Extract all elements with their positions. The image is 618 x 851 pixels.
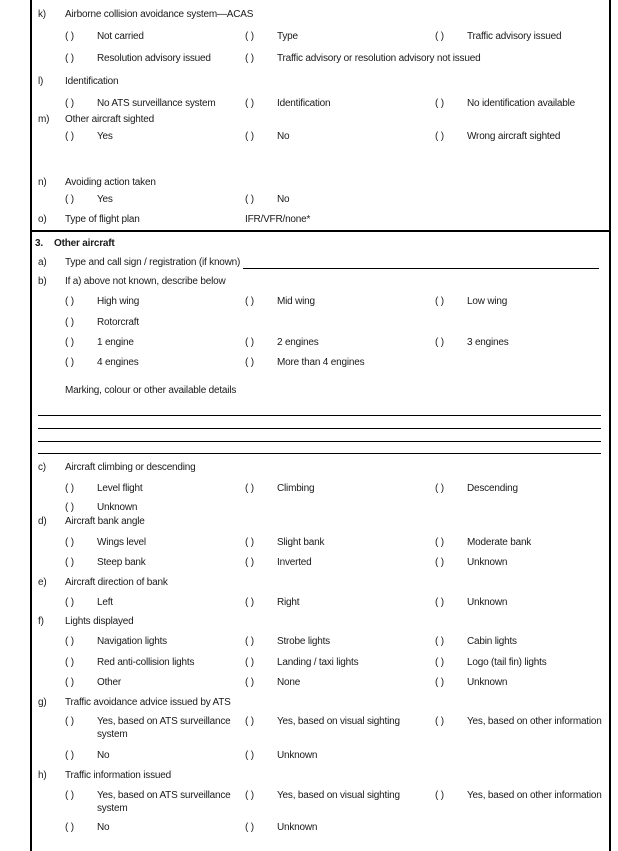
radio-marker[interactable]: ( )	[65, 483, 74, 494]
writing-line[interactable]	[38, 453, 601, 454]
opt-sighted-no[interactable]: ( ) No	[245, 131, 290, 142]
opt-cabin-lights[interactable]: ( ) Cabin lights	[435, 636, 517, 647]
form-row	[32, 536, 609, 549]
item-k-heading	[32, 8, 609, 21]
form-row	[32, 52, 609, 65]
item-letter: c)	[38, 462, 46, 473]
radio-marker[interactable]: ( )	[245, 194, 254, 205]
writing-line[interactable]	[38, 415, 601, 416]
form-row	[32, 356, 609, 369]
opt-slight-bank[interactable]: ( ) Slight bank	[245, 537, 325, 548]
opt-descending[interactable]: ( ) Descending	[435, 483, 518, 494]
opt-advice-ats-surveillance[interactable]: ( ) Yes, based on ATS surveillance system	[65, 716, 231, 740]
radio-marker[interactable]: ( )	[245, 790, 254, 801]
item-f-heading	[32, 615, 609, 628]
radio-marker[interactable]: ( )	[65, 657, 74, 668]
opt-avoiding-yes[interactable]: ( ) Yes	[65, 194, 113, 205]
item-m-heading	[32, 113, 609, 126]
item-title: Aircraft direction of bank	[65, 577, 168, 588]
radio-marker[interactable]: ( )	[245, 537, 254, 548]
form-row	[32, 30, 609, 43]
radio-marker[interactable]: ( )	[65, 716, 74, 727]
item-letter: b)	[38, 276, 47, 287]
radio-marker[interactable]: ( )	[245, 131, 254, 142]
form-row	[32, 749, 609, 762]
form-row	[32, 97, 609, 110]
opt-1-engine[interactable]: ( ) 1 engine	[65, 337, 134, 348]
opt-sighted-yes[interactable]: ( ) Yes	[65, 131, 113, 142]
radio-marker[interactable]: ( )	[65, 131, 74, 142]
radio-marker[interactable]: ( )	[245, 597, 254, 608]
item-h-heading	[32, 769, 609, 782]
radio-marker[interactable]: ( )	[245, 750, 254, 761]
opt-navigation-lights[interactable]: ( ) Navigation lights	[65, 636, 167, 647]
opt-steep-bank[interactable]: ( ) Steep bank	[65, 557, 146, 568]
item-title: Airborne collision avoidance system—ACAS	[65, 9, 254, 20]
radio-marker[interactable]: ( )	[435, 98, 444, 109]
item-title: Identification	[65, 76, 119, 87]
radio-marker[interactable]: ( )	[435, 677, 444, 688]
radio-marker[interactable]: ( )	[245, 483, 254, 494]
writing-line[interactable]	[38, 428, 601, 429]
opt-2-engines[interactable]: ( ) 2 engines	[245, 337, 319, 348]
item-title: Aircraft climbing or descending	[65, 462, 196, 473]
radio-marker[interactable]: ( )	[65, 98, 74, 109]
radio-marker[interactable]: ( )	[245, 357, 254, 368]
form-row	[32, 336, 609, 349]
item-letter: n)	[38, 177, 47, 188]
opt-climbing[interactable]: ( ) Climbing	[245, 483, 315, 494]
radio-marker[interactable]: ( )	[245, 716, 254, 727]
item-letter: o)	[38, 214, 47, 225]
item-a-row	[32, 256, 609, 269]
radio-marker[interactable]: ( )	[245, 53, 254, 64]
item-c-heading	[32, 461, 609, 474]
opt-advice-unknown[interactable]: ( ) Unknown	[245, 750, 318, 761]
radio-marker[interactable]: ( )	[435, 483, 444, 494]
opt-high-wing[interactable]: ( ) High wing	[65, 296, 140, 307]
section-number: 3.	[35, 238, 43, 249]
radio-marker[interactable]: ( )	[435, 716, 444, 727]
opt-no-ats-surveillance[interactable]: ( ) No ATS surveillance system	[65, 98, 216, 109]
form-row	[32, 821, 609, 834]
radio-marker[interactable]: ( )	[435, 131, 444, 142]
form-row	[32, 193, 609, 206]
form-row	[32, 789, 609, 815]
form-row	[32, 656, 609, 669]
opt-moderate-bank[interactable]: ( ) Moderate bank	[435, 537, 532, 548]
callsign-registration-field[interactable]	[243, 256, 599, 269]
section-3-header	[32, 237, 609, 250]
form-row	[32, 130, 609, 143]
radio-marker[interactable]: ( )	[65, 194, 74, 205]
opt-advice-visual-sighting[interactable]: ( ) Yes, based on visual sighting	[245, 716, 400, 727]
radio-marker[interactable]: ( )	[65, 677, 74, 688]
marking-details-label: Marking, colour or other available details	[65, 385, 237, 396]
item-l-heading	[32, 75, 609, 88]
form-row	[32, 676, 609, 689]
opt-info-unknown[interactable]: ( ) Unknown	[245, 822, 318, 833]
item-title: Traffic avoidance advice issued by ATS	[65, 697, 231, 708]
radio-marker[interactable]: ( )	[65, 597, 74, 608]
item-g-heading	[32, 696, 609, 709]
radio-marker[interactable]: ( )	[245, 296, 254, 307]
item-letter: l)	[38, 76, 44, 87]
item-title: Avoiding action taken	[65, 177, 156, 188]
opt-4-engines[interactable]: ( ) 4 engines	[65, 357, 139, 368]
radio-marker[interactable]: ( )	[245, 337, 254, 348]
opt-inverted[interactable]: ( ) Inverted	[245, 557, 312, 568]
opt-red-anticollision-lights[interactable]: ( ) Red anti-collision lights	[65, 657, 195, 668]
item-title: Traffic information issued	[65, 770, 171, 781]
radio-marker[interactable]: ( )	[435, 537, 444, 548]
opt-advice-other-information[interactable]: ( ) Yes, based on other information	[435, 716, 602, 727]
item-letter: a)	[38, 257, 47, 268]
item-n-heading	[32, 176, 609, 189]
opt-low-wing[interactable]: ( ) Low wing	[435, 296, 508, 307]
item-letter: g)	[38, 697, 47, 708]
item-title: Type and call sign / registration (if known)	[65, 257, 241, 268]
opt-mid-wing[interactable]: ( ) Mid wing	[245, 296, 315, 307]
form-row	[32, 501, 609, 514]
form-row	[32, 596, 609, 609]
item-b-heading	[32, 275, 609, 288]
item-letter: h)	[38, 770, 47, 781]
form-row	[32, 635, 609, 648]
opt-info-other-information[interactable]: ( ) Yes, based on other information	[435, 790, 602, 801]
opt-bank-right[interactable]: ( ) Right	[245, 597, 300, 608]
opt-logo-lights[interactable]: ( ) Logo (tail fin) lights	[435, 657, 547, 668]
item-d-heading	[32, 515, 609, 528]
form-sheet	[30, 0, 611, 851]
radio-marker[interactable]: ( )	[65, 502, 74, 513]
form-row	[32, 482, 609, 495]
form-row	[32, 556, 609, 569]
writing-line[interactable]	[38, 441, 601, 442]
radio-marker[interactable]: ( )	[245, 31, 254, 42]
radio-marker[interactable]: ( )	[65, 636, 74, 647]
opt-lights-unknown[interactable]: ( ) Unknown	[435, 677, 508, 688]
item-title: Other aircraft sighted	[65, 114, 154, 125]
radio-marker[interactable]: ( )	[435, 31, 444, 42]
item-o-row	[32, 213, 609, 226]
opt-advisory-not-issued[interactable]: ( ) Traffic advisory or resolution advisory not issued	[245, 53, 481, 64]
item-title: If a) above not known, describe below	[65, 276, 226, 287]
radio-marker[interactable]: ( )	[65, 296, 74, 307]
radio-marker[interactable]: ( )	[435, 636, 444, 647]
radio-marker[interactable]: ( )	[435, 296, 444, 307]
opt-wrong-aircraft-sighted[interactable]: ( ) Wrong aircraft sighted	[435, 131, 561, 142]
opt-direction-unknown[interactable]: ( ) Unknown	[435, 597, 508, 608]
radio-marker[interactable]: ( )	[245, 98, 254, 109]
opt-strobe-lights[interactable]: ( ) Strobe lights	[245, 636, 330, 647]
section-title: Other aircraft	[54, 238, 115, 249]
radio-marker[interactable]: ( )	[245, 636, 254, 647]
radio-marker[interactable]: ( )	[245, 657, 254, 668]
radio-marker[interactable]: ( )	[65, 750, 74, 761]
item-title: Type of flight plan	[65, 214, 140, 225]
opt-info-ats-surveillance[interactable]: ( ) Yes, based on ATS surveillance system	[65, 790, 231, 814]
opt-acas-type[interactable]: ( ) Type	[245, 31, 298, 42]
opt-lights-none[interactable]: ( ) None	[245, 677, 301, 688]
radio-marker[interactable]: ( )	[65, 31, 74, 42]
radio-marker[interactable]: ( )	[65, 557, 74, 568]
opt-climb-unknown[interactable]: ( ) Unknown	[65, 502, 138, 513]
radio-marker[interactable]: ( )	[65, 537, 74, 548]
radio-marker[interactable]: ( )	[65, 317, 74, 328]
opt-not-carried[interactable]: ( ) Not carried	[65, 31, 144, 42]
item-title: Lights displayed	[65, 616, 134, 627]
item-e-heading	[32, 576, 609, 589]
radio-marker[interactable]: ( )	[435, 657, 444, 668]
section-divider	[32, 230, 609, 232]
opt-lights-other[interactable]: ( ) Other	[65, 677, 122, 688]
item-letter: m)	[38, 114, 50, 125]
opt-level-flight[interactable]: ( ) Level flight	[65, 483, 143, 494]
radio-marker[interactable]: ( )	[435, 337, 444, 348]
opt-no-identification[interactable]: ( ) No identification available	[435, 98, 576, 109]
form-row	[32, 316, 609, 329]
radio-marker[interactable]: ( )	[435, 557, 444, 568]
opt-wings-level[interactable]: ( ) Wings level	[65, 537, 146, 548]
radio-marker[interactable]: ( )	[435, 790, 444, 801]
opt-resolution-advisory-issued[interactable]: ( ) Resolution advisory issued	[65, 53, 211, 64]
opt-landing-taxi-lights[interactable]: ( ) Landing / taxi lights	[245, 657, 359, 668]
item-title: Aircraft bank angle	[65, 516, 145, 527]
opt-advice-no[interactable]: ( ) No	[65, 750, 110, 761]
item-letter: k)	[38, 9, 46, 20]
item-letter: d)	[38, 516, 47, 527]
radio-marker[interactable]: ( )	[65, 357, 74, 368]
opt-info-no[interactable]: ( ) No	[65, 822, 110, 833]
form-row	[32, 715, 609, 741]
opt-bank-unknown[interactable]: ( ) Unknown	[435, 557, 508, 568]
opt-rotorcraft[interactable]: ( ) Rotorcraft	[65, 317, 139, 328]
radio-marker[interactable]: ( )	[245, 557, 254, 568]
radio-marker[interactable]: ( )	[245, 822, 254, 833]
opt-3-engines[interactable]: ( ) 3 engines	[435, 337, 509, 348]
radio-marker[interactable]: ( )	[65, 790, 74, 801]
opt-identification[interactable]: ( ) Identification	[245, 98, 331, 109]
opt-bank-left[interactable]: ( ) Left	[65, 597, 113, 608]
opt-avoiding-no[interactable]: ( ) No	[245, 194, 290, 205]
radio-marker[interactable]: ( )	[65, 822, 74, 833]
radio-marker[interactable]: ( )	[65, 53, 74, 64]
opt-traffic-advisory-issued[interactable]: ( ) Traffic advisory issued	[435, 31, 562, 42]
radio-marker[interactable]: ( )	[435, 597, 444, 608]
item-letter: e)	[38, 577, 47, 588]
radio-marker[interactable]: ( )	[245, 677, 254, 688]
opt-more-than-4-engines[interactable]: ( ) More than 4 engines	[245, 357, 365, 368]
form-row	[32, 295, 609, 308]
opt-info-visual-sighting[interactable]: ( ) Yes, based on visual sighting	[245, 790, 400, 801]
item-letter: f)	[38, 616, 44, 627]
flight-plan-choice[interactable]: IFR/VFR/none*	[245, 214, 311, 225]
radio-marker[interactable]: ( )	[65, 337, 74, 348]
